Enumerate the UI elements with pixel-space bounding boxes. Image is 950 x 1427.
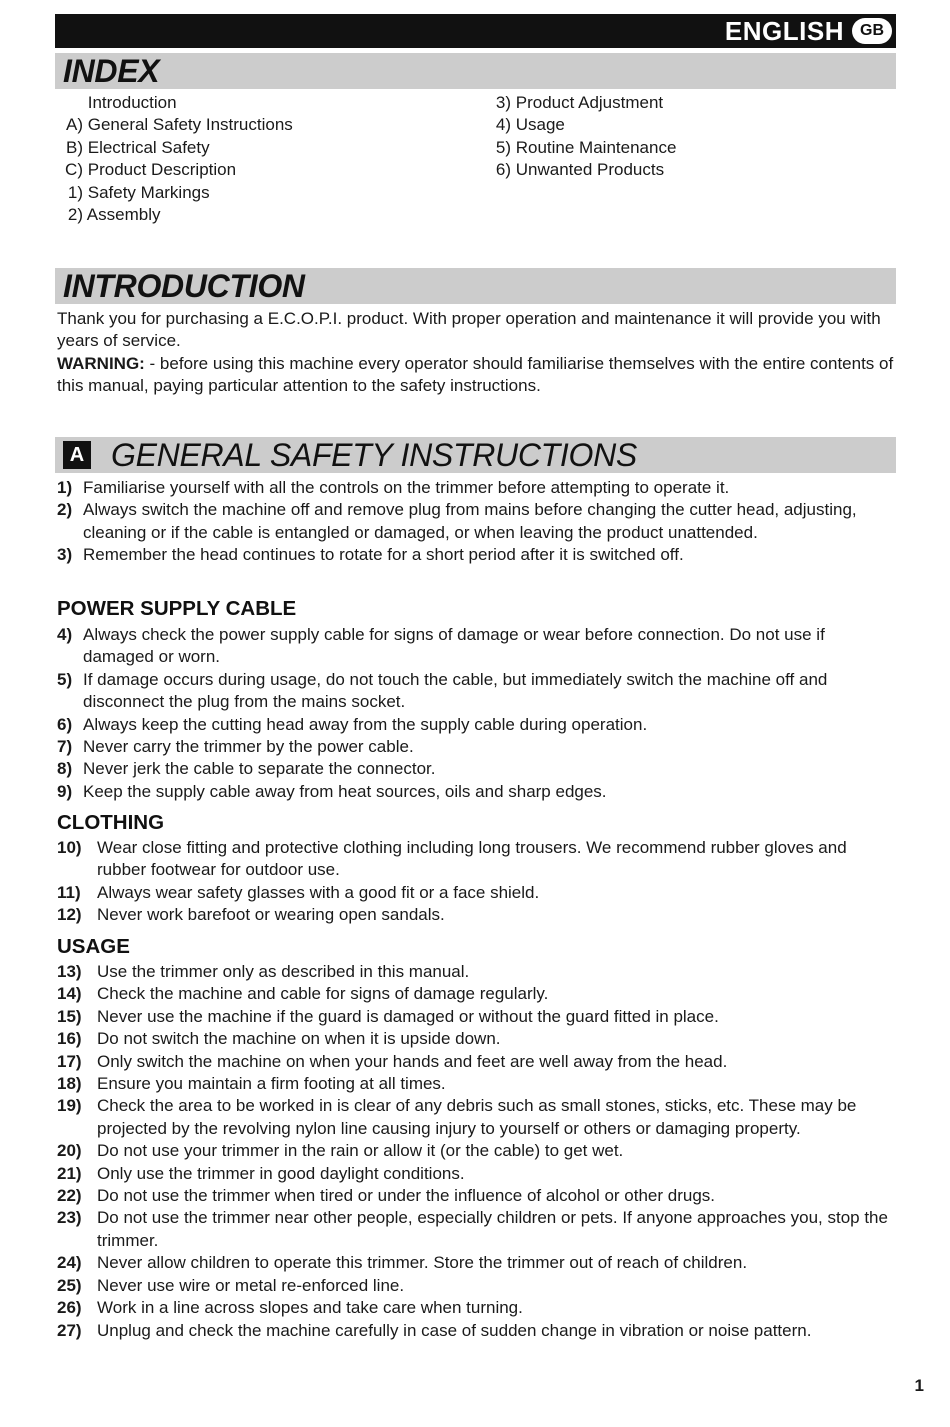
item-text: Check the area to be worked in is clear of any debris such as small stones, sticks, etc. These may be projected by the revolving nylon line causing injury to yourself or others or damaging property. (97, 1096, 857, 1138)
warning-text: - before using this machine every operator should familiarise themselves with the entire contents of this manual, paying particular attention to the safety instructions. (57, 353, 894, 396)
item-number: 13) (57, 962, 82, 981)
clothing-list (57, 837, 897, 927)
item-text: Do not use your trimmer in the rain or allow it (or the cable) to get wet. (97, 1141, 624, 1161)
list-item (57, 736, 897, 758)
item-number: 12) (57, 905, 82, 925)
index-entry (55, 92, 293, 114)
item-text: Ensure you maintain a firm footing at all times. (97, 1074, 446, 1094)
list-item (57, 1163, 897, 1185)
index-entry-label: Product Adjustment (515, 93, 664, 112)
item-number: 25) (57, 1275, 82, 1295)
item-text: Do not use the trimmer when tired or under the influence of alcohol or other drugs. (97, 1186, 716, 1206)
index-entry-number: A) (66, 115, 83, 135)
item-text: Do not switch the machine on when it is upside down. (97, 1029, 501, 1049)
item-number: 18) (57, 1074, 82, 1094)
list-item (57, 1073, 897, 1095)
item-number: 8) (57, 759, 73, 779)
index-entry-label: Unwanted Products (515, 160, 665, 180)
power-supply-subheading: POWER SUPPLY CABLE (57, 597, 297, 620)
item-number: 15) (57, 1006, 82, 1026)
index-entry-number: 4) (495, 115, 511, 135)
index-entry (489, 159, 676, 181)
general-safety-heading-bar (55, 437, 896, 473)
index-entry (55, 114, 293, 136)
item-number: 17) (57, 1051, 82, 1071)
index-right-column (489, 92, 676, 182)
index-entry-number: 3) (495, 93, 511, 112)
item-number: 14) (57, 984, 82, 1004)
list-item (57, 1140, 897, 1162)
item-text: Always keep the cutting head away from the supply cable during operation. (83, 714, 648, 734)
index-entry-label: General Safety Instructions (87, 115, 293, 135)
item-text: Familiarise yourself with all the controls on the trimmer before attempting to operate it. (83, 478, 730, 497)
item-text: Never jerk the cable to separate the connector. (83, 759, 436, 779)
introduction-text (57, 308, 897, 398)
list-item (57, 1028, 897, 1050)
index-entry-label: Usage (515, 115, 565, 135)
section-letter-badge: A (63, 441, 91, 469)
item-text: Use the trimmer only as described in this manual. (97, 962, 470, 981)
item-text: Check the machine and cable for signs of damage regularly. (97, 984, 549, 1004)
index-entry-label: Assembly (86, 204, 161, 224)
list-item (57, 1275, 897, 1297)
item-number: 24) (57, 1253, 82, 1273)
list-item (57, 624, 897, 669)
item-number: 3) (57, 545, 73, 565)
usage-subheading: USAGE (57, 935, 130, 958)
item-text: Wear close fitting and protective clothing including long trousers. We recommend rubber gloves and rubber footwear for outdoor use. (97, 838, 847, 880)
list-item (57, 499, 897, 544)
list-item (57, 983, 897, 1005)
item-number: 9) (57, 781, 73, 801)
introduction-paragraph: Thank you for purchasing a E.C.O.P.I. product. With proper operation and maintenance it will provide you with years of service. (57, 309, 881, 351)
index-entry-number: 5) (495, 137, 511, 157)
item-text: Never use the machine if the guard is damaged or without the guard fitted in place. (97, 1006, 719, 1026)
list-item (57, 882, 897, 904)
item-text: Always switch the machine off and remove plug from mains before changing the cutter head, adjusting, cleaning or if the cable is entangled or damaged, or when leaving the product unattended. (83, 500, 857, 542)
item-number: 26) (57, 1298, 82, 1318)
index-entry-number: 2) (67, 204, 83, 224)
general-safety-title: GENERAL SAFETY INSTRUCTIONS (111, 437, 637, 473)
index-entry-number: 1) (67, 182, 83, 202)
item-number: 11) (57, 882, 81, 902)
list-item (57, 669, 897, 714)
index-entry (55, 204, 293, 226)
list-item (57, 477, 897, 499)
list-item (57, 544, 897, 566)
index-entry-number: C) (65, 160, 83, 180)
item-text: If damage occurs during usage, do not touch the cable, but immediately switch the machine off and disconnect the plug from the mains socket. (83, 669, 828, 712)
item-number: 16) (57, 1029, 82, 1049)
item-text: Keep the supply cable away from heat sources, oils and sharp edges. (83, 781, 607, 801)
list-item (57, 758, 897, 780)
item-number: 21) (57, 1163, 82, 1183)
item-text: Only use the trimmer in good daylight conditions. (97, 1163, 465, 1183)
index-entry-label: Introduction (87, 93, 177, 112)
list-item (57, 1006, 897, 1028)
language-bar (55, 14, 896, 48)
item-number: 2) (57, 500, 73, 520)
index-entry (489, 114, 676, 136)
page-number: 1 (914, 1376, 924, 1395)
language-code-badge: GB (852, 18, 892, 44)
index-entry (55, 137, 293, 159)
item-text: Never work barefoot or wearing open sandals. (97, 905, 445, 925)
item-number: 19) (57, 1096, 82, 1116)
clothing-subheading: CLOTHING (57, 811, 165, 834)
index-entry-label: Product Description (87, 160, 237, 180)
index-entry-label: Electrical Safety (87, 137, 210, 157)
list-item (57, 1297, 897, 1319)
item-text: Always check the power supply cable for signs of damage or wear before connection. Do not use if damaged or worn. (83, 625, 825, 667)
item-text: Remember the head continues to rotate for a short period after it is switched off. (83, 545, 684, 565)
list-item (57, 1185, 897, 1207)
item-number: 5) (57, 669, 73, 689)
item-text: Never use wire or metal re-enforced line. (97, 1275, 405, 1295)
item-text: Never allow children to operate this trimmer. Store the trimmer out of reach of children. (97, 1253, 748, 1273)
index-left-column (55, 92, 293, 226)
item-text: Never carry the trimmer by the power cable. (83, 737, 414, 757)
list-item (57, 837, 897, 882)
power-supply-list (57, 624, 897, 803)
item-text: Always wear safety glasses with a good fit or a face shield. (97, 882, 540, 902)
introduction-title: INTRODUCTION (63, 268, 305, 304)
index-heading-bar (55, 53, 896, 89)
index-entry (489, 92, 676, 114)
introduction-heading-bar (55, 268, 896, 304)
index-entry-label: Routine Maintenance (515, 137, 677, 157)
list-item (57, 714, 897, 736)
list-item (57, 1320, 897, 1342)
list-item (57, 1095, 897, 1140)
general-safety-list (57, 477, 897, 567)
item-number: 6) (57, 714, 73, 734)
index-entry (55, 182, 293, 204)
index-entry-number: B) (66, 137, 83, 157)
list-item (57, 1051, 897, 1073)
index-entry (55, 159, 293, 181)
index-entry-number: 6) (495, 160, 511, 180)
index-title: INDEX (63, 53, 160, 89)
item-number: 27) (57, 1320, 82, 1340)
usage-list (57, 961, 897, 1342)
index-entry (489, 137, 676, 159)
item-number: 20) (57, 1141, 82, 1161)
item-text: Unplug and check the machine carefully in case of sudden change in vibration or noise pattern. (97, 1320, 812, 1340)
item-number: 10) (57, 838, 82, 857)
item-number: 7) (57, 737, 73, 757)
list-item (57, 781, 897, 803)
list-item (57, 904, 897, 926)
list-item (57, 1207, 897, 1252)
item-number: 4) (57, 625, 73, 644)
list-item (57, 961, 897, 983)
item-text: Do not use the trimmer near other people, especially children or pets. If anyone approaches you, stop the trimmer. (97, 1208, 888, 1250)
list-item (57, 1252, 897, 1274)
item-number: 23) (57, 1208, 82, 1228)
item-text: Work in a line across slopes and take care when turning. (97, 1298, 523, 1318)
warning-label: WARNING: (57, 353, 145, 373)
item-number: 1) (57, 478, 73, 497)
item-number: 22) (57, 1186, 82, 1206)
index-entry-label: Safety Markings (87, 182, 210, 202)
item-text: Only switch the machine on when your hands and feet are well away from the head. (97, 1051, 728, 1071)
language-label: ENGLISH (724, 16, 844, 46)
